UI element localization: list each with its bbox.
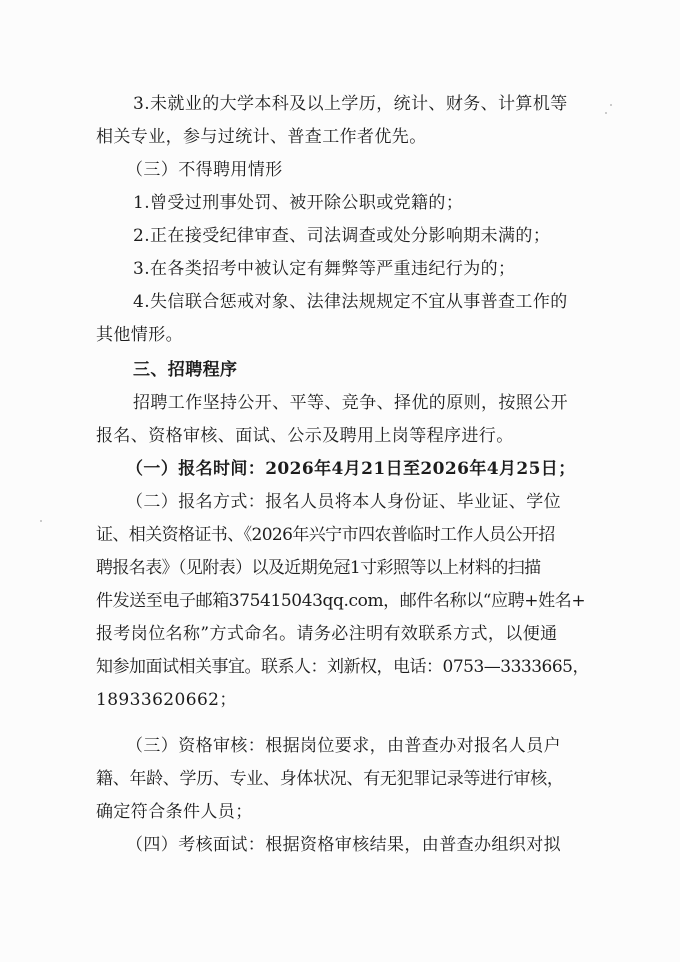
text-line: 3.在各类招考中被认定有舞弊等严重违纪行为的；: [133, 259, 516, 279]
text-line: 报名、资格审核、面试、公示及聘用上岗等程序进行。: [96, 426, 514, 446]
text-line: 知参加面试相关事宜。联系人：刘新权，电话：0753—3333665，: [96, 657, 589, 677]
text-line: 4.失信联合惩戒对象、法律法规规定不宜从事普查工作的: [133, 292, 568, 312]
text-line: 证、相关资格证书、《2026年兴宁市四农普临时工作人员公开招: [96, 525, 555, 545]
text-line: （四）考核面试：根据资格审核结果，由普查办组织对拟: [126, 835, 561, 855]
section-heading: 三、招聘程序: [133, 360, 238, 380]
text-line: 报考岗位名称”方式命名。请务必注明有效联系方式，以便通: [96, 624, 558, 644]
text-line: 籍、年龄、学历、专业、身体状况、有无犯罪记录等进行审核，: [96, 769, 564, 789]
text-line: （一）报名时间：2026年4月21日至2026年4月25日；: [126, 459, 576, 479]
text-line: 1.曾受过刑事处罚、被开除公职或党籍的；: [133, 193, 464, 213]
text-line: 聘报名表》（见附表）以及近期免冠1寸彩照等以上材料的扫描: [96, 558, 541, 578]
text-line: 18933620662；: [96, 690, 237, 710]
text-line: 招聘工作坚持公开、平等、竞争、择优的原则，按照公开: [133, 393, 568, 413]
text-line: 3.未就业的大学本科及以上学历，统计、财务、计算机等: [133, 94, 568, 114]
text-line: 相关专业，参与过统计、普查工作者优先。: [96, 127, 427, 147]
text-line: 件发送至电子邮箱375415043qq.com，邮件名称以“应聘+姓名+: [96, 591, 586, 611]
text-line: （三）不得聘用情形: [126, 160, 283, 180]
text-line: 其他情形。: [96, 325, 183, 345]
text-line: 2.正在接受纪律审查、司法调查或处分影响期未满的；: [133, 226, 551, 246]
text-line: （二）报名方式：报名人员将本人身份证、毕业证、学位: [126, 492, 561, 512]
text-line: （三）资格审核：根据岗位要求，由普查办对报名人员户: [126, 736, 561, 756]
text-line: 确定符合条件人员；: [96, 802, 253, 822]
